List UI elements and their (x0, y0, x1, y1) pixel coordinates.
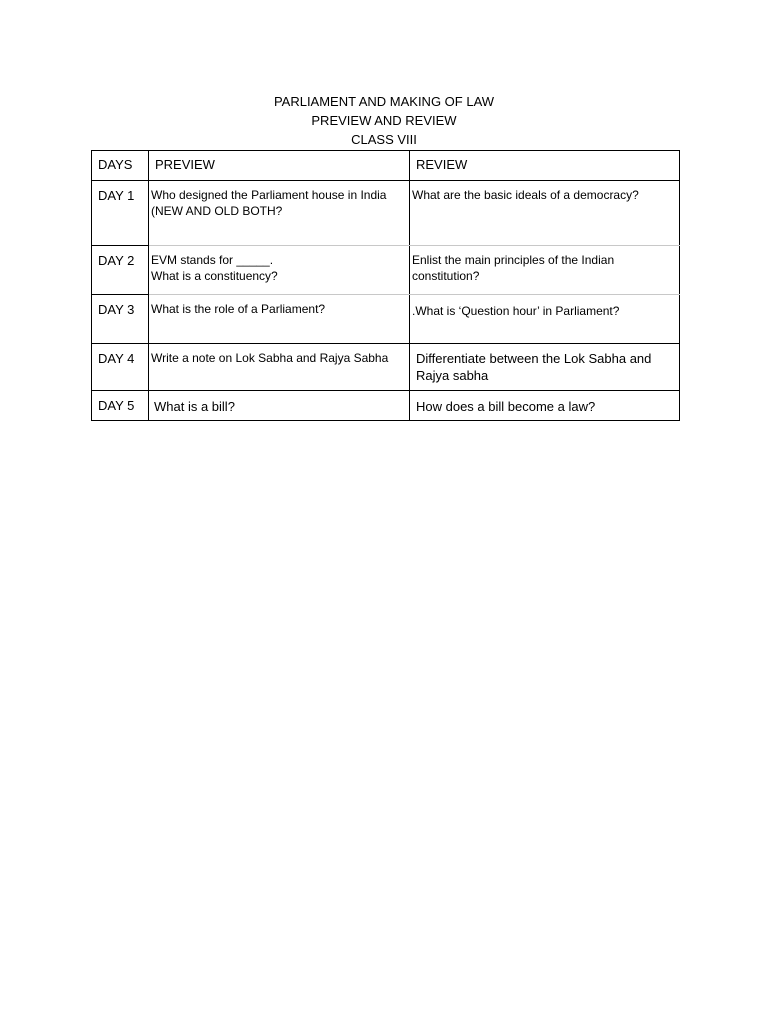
preview-review-table (91, 150, 680, 421)
review-cell (410, 246, 680, 295)
review-text: .What is ‘Question hour’ in Parliament? (412, 304, 620, 318)
review-cell (410, 181, 680, 246)
document-title: PARLIAMENT AND MAKING OF LAW (273, 94, 495, 109)
preview-text: Who designed the Parliament house in India (151, 188, 387, 202)
column-header-days: DAYS (92, 151, 149, 181)
preview-cell (149, 344, 410, 391)
day-label: DAY 3 (92, 295, 149, 344)
table-header-row (92, 151, 680, 181)
preview-text: What is a constituency? (151, 269, 278, 283)
review-text: Differentiate between the Lok Sabha and (416, 351, 652, 366)
review-text: Enlist the main principles of the Indian (412, 253, 615, 267)
document-header (0, 92, 768, 149)
preview-text: EVM stands for _____. (151, 253, 274, 267)
review-text: What are the basic ideals of a democracy? (412, 188, 639, 202)
table-row (92, 344, 680, 391)
column-header-preview: PREVIEW (149, 151, 410, 181)
review-cell (410, 295, 680, 344)
review-text: Rajya sabha (416, 368, 489, 383)
column-header-review: REVIEW (410, 151, 680, 181)
review-cell (410, 391, 680, 421)
review-text: constitution? (412, 269, 480, 283)
review-cell (410, 344, 680, 391)
day-label: DAY 2 (92, 246, 149, 295)
table-row (92, 391, 680, 421)
table-row (92, 181, 680, 246)
preview-cell (149, 295, 410, 344)
document-subtitle: PREVIEW AND REVIEW (311, 113, 457, 128)
class-label: CLASS VIII (351, 132, 417, 147)
day-label: DAY 5 (92, 391, 149, 421)
table-row (92, 246, 680, 295)
preview-text: What is the role of a Parliament? (151, 302, 326, 316)
preview-text: What is a bill? (154, 399, 235, 414)
preview-text: Write a note on Lok Sabha and Rajya Sabha (151, 351, 389, 365)
preview-cell (149, 246, 410, 295)
day-label: DAY 4 (92, 344, 149, 391)
review-text: How does a bill become a law? (416, 399, 596, 414)
preview-cell (149, 391, 410, 421)
day-label: DAY 1 (92, 181, 149, 246)
preview-cell (149, 181, 410, 246)
table-row (92, 295, 680, 344)
preview-text: (NEW AND OLD BOTH? (151, 204, 283, 218)
